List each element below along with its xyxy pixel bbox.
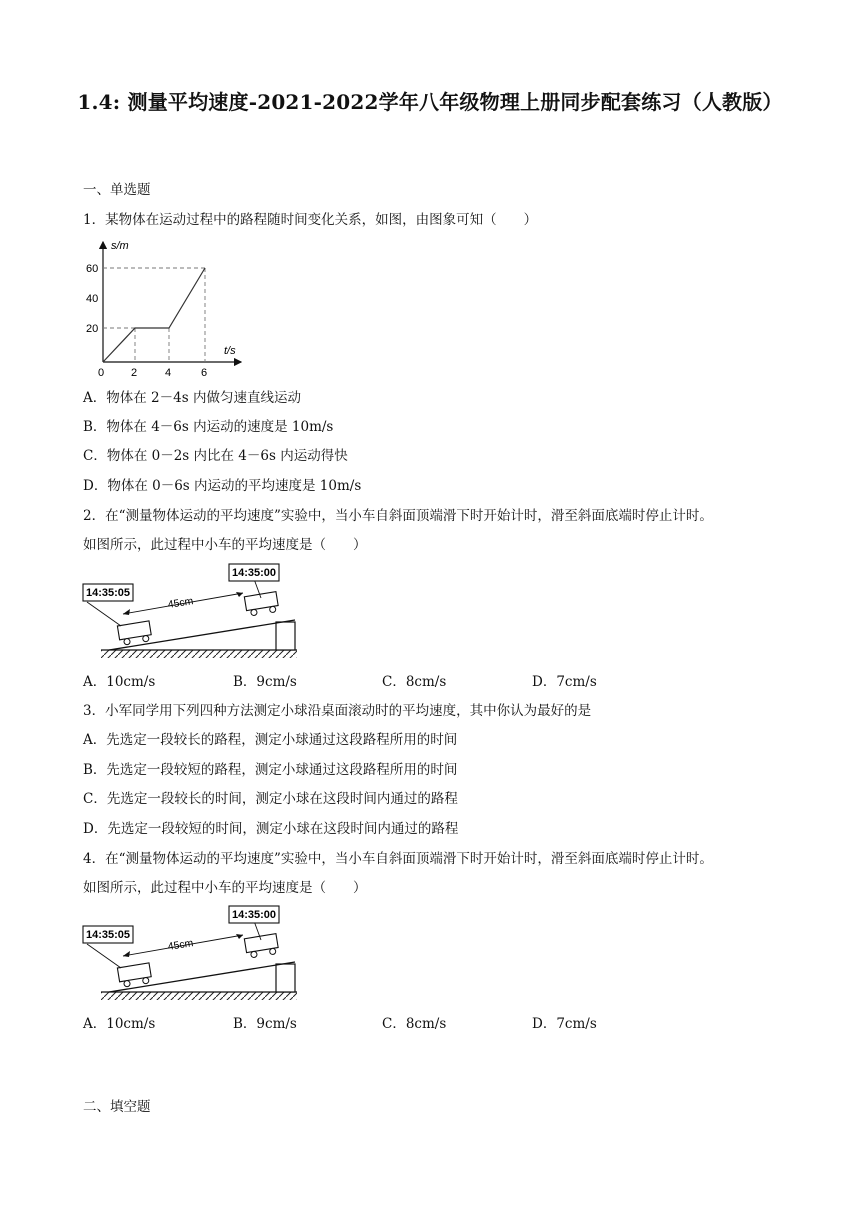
question-3-option-a: A．先选定一段较长的路程，测定小球通过这段路程所用的时间 <box>83 732 458 748</box>
start-timer: 14:35:00 <box>231 909 277 921</box>
question-1-option-b: B．物体在 4－6s 内运动的速度是 10m/s <box>83 419 334 435</box>
question-4-option-a: A．10cm/s <box>83 1016 156 1032</box>
question-4-incline-figure <box>83 906 305 1006</box>
question-3-option-b: B．先选定一段较短的路程，测定小球通过这段路程所用的时间 <box>83 762 458 778</box>
question-2-stem-line1: 2．在“测量物体运动的平均速度”实验中，当小车自斜面顶端滑下时开始计时，滑至斜面底端时停止计时。 <box>83 508 713 524</box>
question-3-stem: 3．小军同学用下列四种方法测定小球沿桌面滚动时的平均速度，其中你认为最好的是 <box>83 703 592 719</box>
question-4-option-b: B．9cm/s <box>233 1016 297 1032</box>
question-1-option-c: C．物体在 0－2s 内比在 4－6s 内运动得快 <box>83 448 348 464</box>
distance-label: 45cm <box>166 937 195 953</box>
distance-time-line <box>103 268 205 362</box>
question-3-option-d: D．先选定一段较短的时间，测定小球在这段时间内通过的路程 <box>83 821 459 837</box>
question-1-stem: 1．某物体在运动过程中的路程随时间变化关系，如图，由图象可知（ ） <box>83 212 538 228</box>
end-timer: 14:35:05 <box>85 929 131 941</box>
origin-label: 0 <box>98 367 105 379</box>
y-tick-60: 60 <box>86 263 99 275</box>
question-2-option-c: C．8cm/s <box>382 674 447 690</box>
question-4-stem-line1: 4．在“测量物体运动的平均速度”实验中，当小车自斜面顶端滑下时开始计时，滑至斜面底端时停止计时。 <box>83 851 713 867</box>
y-axis-label: s/m <box>111 240 129 252</box>
question-2-options <box>83 670 783 690</box>
section-heading-single-choice: 一、单选题 <box>83 182 151 198</box>
x-tick-6: 6 <box>201 367 208 379</box>
y-tick-20: 20 <box>86 323 99 335</box>
start-timer: 14:35:00 <box>231 567 277 579</box>
question-1-st-graph <box>83 236 253 379</box>
question-2-option-d: D．7cm/s <box>532 674 597 690</box>
question-3-option-c: C．先选定一段较长的时间，测定小球在这段时间内通过的路程 <box>83 791 458 807</box>
question-2-incline-figure <box>83 564 305 664</box>
question-1-option-a: A．物体在 2－4s 内做匀速直线运动 <box>83 390 301 406</box>
page-title: 1.4: 测量平均速度-2021-2022学年八年级物理上册同步配套练习（人教版） <box>77 90 783 114</box>
question-2-stem-line2: 如图所示，此过程中小车的平均速度是（ ） <box>83 537 367 553</box>
question-4-stem-line2: 如图所示，此过程中小车的平均速度是（ ） <box>83 880 367 896</box>
question-2-option-a: A．10cm/s <box>83 674 156 690</box>
question-1-option-d: D．物体在 0－6s 内运动的平均速度是 10m/s <box>83 478 362 494</box>
section-heading-fill-blank: 二、填空题 <box>83 1099 151 1115</box>
x-tick-2: 2 <box>131 367 138 379</box>
distance-label: 45cm <box>166 595 195 611</box>
question-4-option-c: C．8cm/s <box>382 1016 447 1032</box>
x-tick-4: 4 <box>165 367 172 379</box>
question-4-option-d: D．7cm/s <box>532 1016 597 1032</box>
end-timer: 14:35:05 <box>85 587 131 599</box>
question-2-option-b: B．9cm/s <box>233 674 297 690</box>
y-tick-40: 40 <box>86 293 99 305</box>
question-4-options <box>83 1012 783 1032</box>
x-axis-label: t/s <box>224 345 236 357</box>
